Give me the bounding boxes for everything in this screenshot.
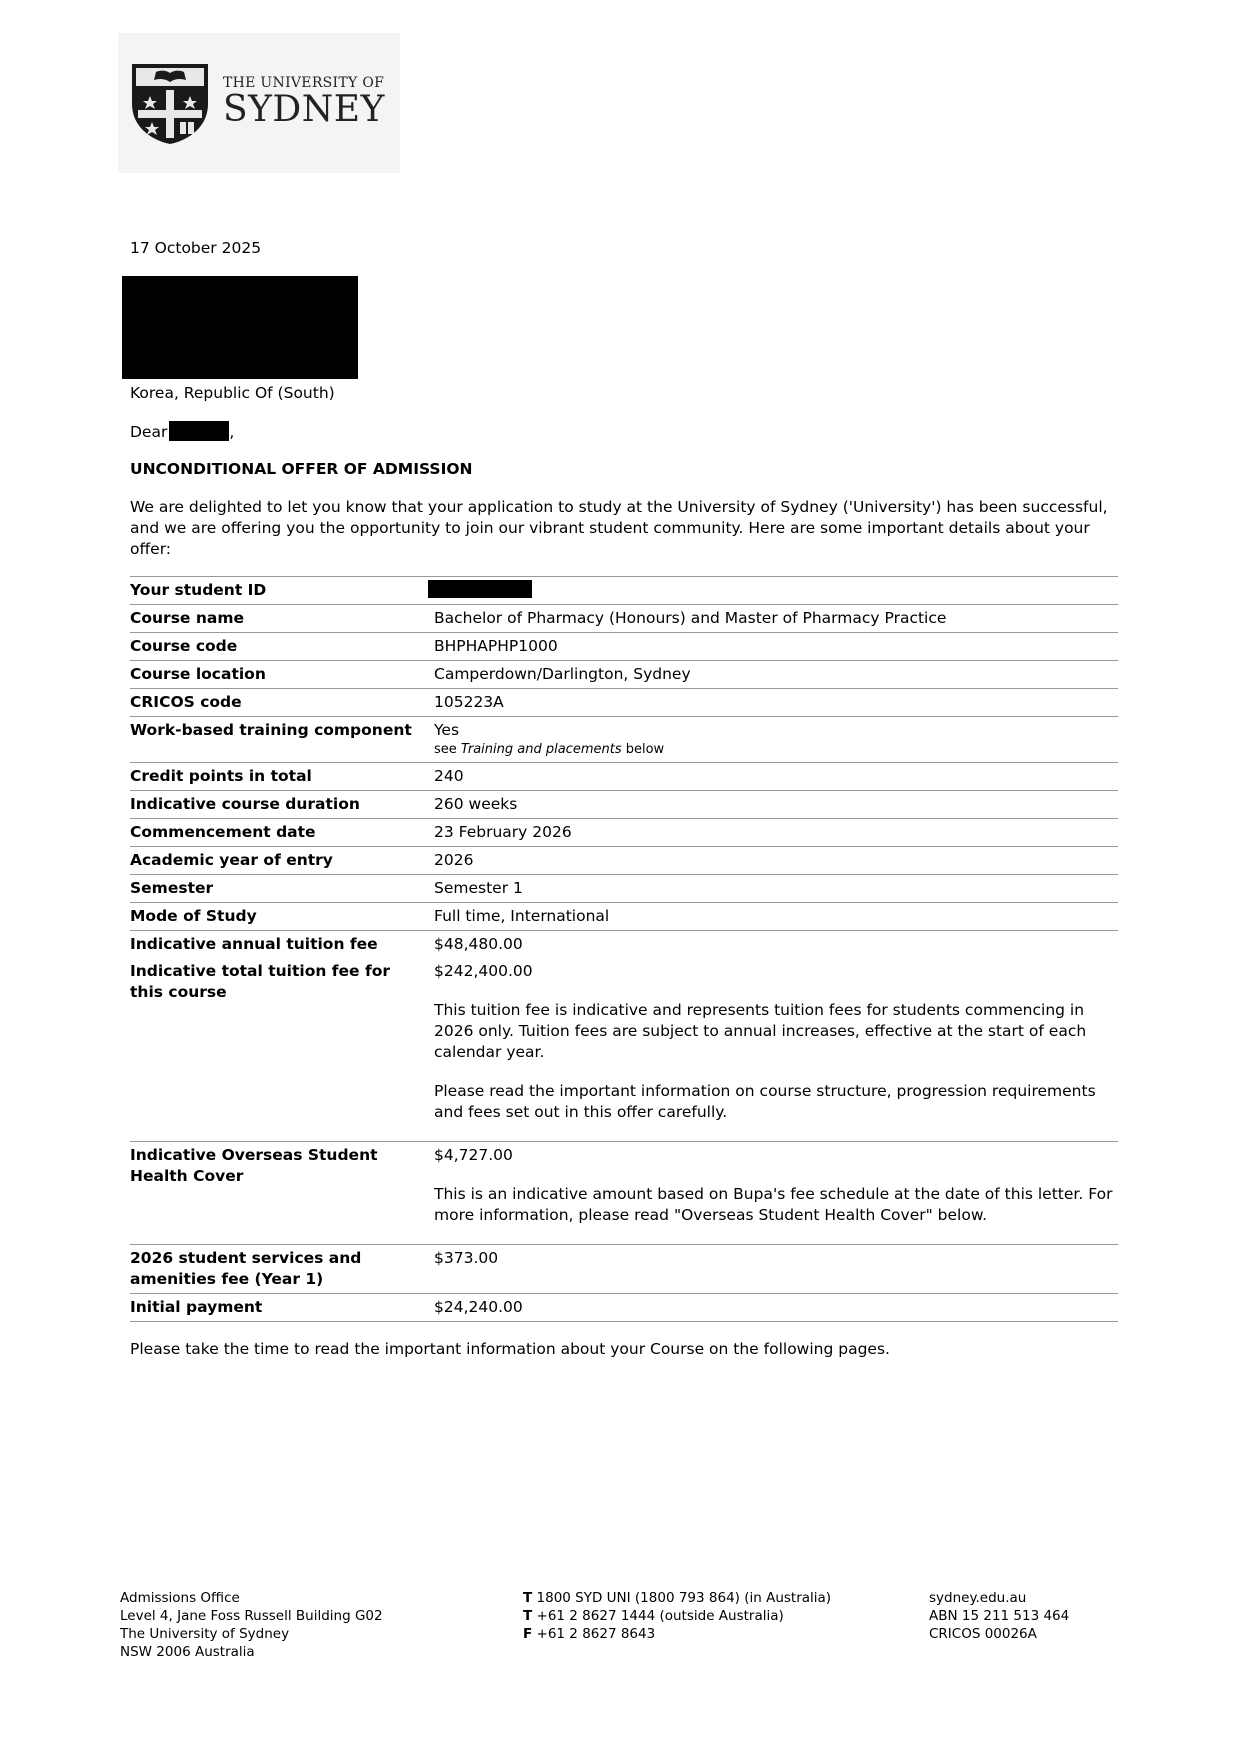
oshc-note: This is an indicative amount based on Bupa's fee schedule at the date of this letter. For more information, please read "Overseas Student Health Cover" below.: [434, 1185, 1113, 1224]
row-label: Commencement date: [130, 823, 316, 841]
row-value: [434, 958, 1118, 1142]
redacted-student-id: [428, 580, 532, 598]
greeting-suffix: ,: [229, 423, 235, 441]
table-row: [130, 577, 1118, 605]
row-value: 2026: [434, 851, 474, 869]
row-value: 105223A: [434, 693, 504, 711]
row-label: Indicative course duration: [130, 795, 360, 813]
row-value: Bachelor of Pharmacy (Honours) and Master of Pharmacy Practice: [434, 609, 947, 627]
footer-contact-text: 1800 SYD UNI (1800 793 864) (in Australia): [536, 1590, 832, 1606]
row-value: Camperdown/Darlington, Sydney: [434, 665, 691, 683]
row-label: Credit points in total: [130, 767, 312, 785]
row-value: BHPHAPHP1000: [434, 637, 558, 655]
total-fee-note-2: Please read the important information on course structure, progression requirements and fees set out in this offer carefully.: [434, 1082, 1096, 1121]
university-crest-icon: [128, 60, 212, 146]
footer-website: [929, 1589, 1069, 1643]
footer-contact-line: [523, 1607, 831, 1625]
footer-contact-text: +61 2 8627 1444 (outside Australia): [536, 1608, 784, 1624]
redacted-address: [122, 276, 358, 379]
row-value: 260 weeks: [434, 795, 518, 813]
row-label: Indicative annual tuition fee: [130, 935, 378, 953]
wbt-note-italic: Training and placements: [460, 742, 622, 757]
row-label: Course location: [130, 665, 266, 683]
row-value: [434, 577, 1118, 605]
row-label: CRICOS code: [130, 693, 242, 711]
footer-cricos: CRICOS 00026A: [929, 1626, 1037, 1642]
intro-paragraph: We are delighted to let you know that your application to study at the University of Sydney ('University') has been successful, and we are offering you the opportunity to join our vibrant student community. Here are some important details about your offer:: [130, 498, 1108, 558]
table-row: [130, 819, 1118, 847]
table-row: [130, 633, 1118, 661]
table-row: [130, 903, 1118, 931]
total-fee-note-1: This tuition fee is indicative and represents tuition fees for students commencing in 2026 only. Tuition fees are subject to annual increases, effective at the start of each calendar year.: [434, 1001, 1087, 1061]
total-fee-value: $242,400.00: [434, 962, 533, 980]
footer-abn: ABN 15 211 513 464: [929, 1608, 1070, 1624]
row-value: $48,480.00: [434, 935, 523, 953]
wbt-value: Yes: [434, 721, 460, 739]
row-value: 240: [434, 767, 464, 785]
table-row: [130, 689, 1118, 717]
redacted-name: [169, 421, 229, 441]
table-row: [130, 717, 1118, 763]
closing-paragraph: Please take the time to read the important information about your Course on the following pages.: [130, 1340, 890, 1358]
greeting: [130, 421, 234, 442]
footer-line: NSW 2006 Australia: [120, 1644, 255, 1660]
table-row: [130, 661, 1118, 689]
row-value: Full time, International: [434, 907, 610, 925]
table-row: [130, 958, 1118, 1142]
row-value: Semester 1: [434, 879, 523, 897]
table-row: [130, 605, 1118, 633]
row-label: Mode of Study: [130, 907, 257, 925]
table-row: [130, 1245, 1118, 1294]
row-label: Course name: [130, 609, 244, 627]
row-label: Course code: [130, 637, 238, 655]
recipient-country: Korea, Republic Of (South): [130, 384, 335, 402]
footer-line: The University of Sydney: [120, 1626, 290, 1642]
row-value: [434, 1142, 1118, 1245]
offer-details-table: [130, 576, 1118, 1322]
table-row: [130, 875, 1118, 903]
table-row: [130, 1142, 1118, 1245]
wbt-note: [434, 741, 1118, 759]
footer-contact-key: F: [523, 1626, 533, 1642]
letter-heading: UNCONDITIONAL OFFER OF ADMISSION: [130, 460, 473, 478]
footer-line: Admissions Office: [120, 1590, 240, 1606]
table-row: [130, 791, 1118, 819]
logo-wordmark: [223, 75, 385, 129]
row-label: Academic year of entry: [130, 851, 333, 869]
row-value: [434, 717, 1118, 763]
footer-contact-key: T: [523, 1590, 533, 1606]
logo-line-2: SYDNEY: [223, 89, 385, 130]
university-logo: [118, 33, 400, 173]
row-label: Work-based training component: [130, 721, 412, 739]
row-label: Initial payment: [130, 1298, 263, 1316]
row-value: 23 February 2026: [434, 823, 572, 841]
table-row: [130, 931, 1118, 959]
table-row: [130, 763, 1118, 791]
row-label: Indicative Overseas Student Health Cover: [130, 1146, 378, 1185]
table-row: [130, 847, 1118, 875]
greeting-prefix: Dear: [130, 423, 168, 441]
footer-contact-key: T: [523, 1608, 533, 1624]
footer-website-link[interactable]: sydney.edu.au: [929, 1590, 1027, 1606]
footer-contact-text: +61 2 8627 8643: [536, 1626, 656, 1642]
row-label: Indicative total tuition fee for this course: [130, 962, 390, 1001]
wbt-note-suffix: below: [625, 742, 665, 757]
footer-line: Level 4, Jane Foss Russell Building G02: [120, 1608, 383, 1624]
footer-address: [120, 1589, 383, 1661]
logo-line-1: THE UNIVERSITY OF: [223, 75, 385, 91]
row-label: Semester: [130, 879, 214, 897]
wbt-note-prefix: see: [434, 742, 457, 757]
footer-contact-line: [523, 1625, 831, 1643]
footer-contacts: [523, 1589, 831, 1643]
letter-date: 17 October 2025: [130, 239, 262, 257]
footer-contact-line: [523, 1589, 831, 1607]
row-value: $24,240.00: [434, 1298, 523, 1316]
row-label: 2026 student services and amenities fee (Year 1): [130, 1249, 362, 1288]
row-value: $373.00: [434, 1249, 499, 1267]
oshc-value: $4,727.00: [434, 1146, 513, 1164]
row-label: Your student ID: [130, 581, 267, 599]
table-row: [130, 1294, 1118, 1322]
